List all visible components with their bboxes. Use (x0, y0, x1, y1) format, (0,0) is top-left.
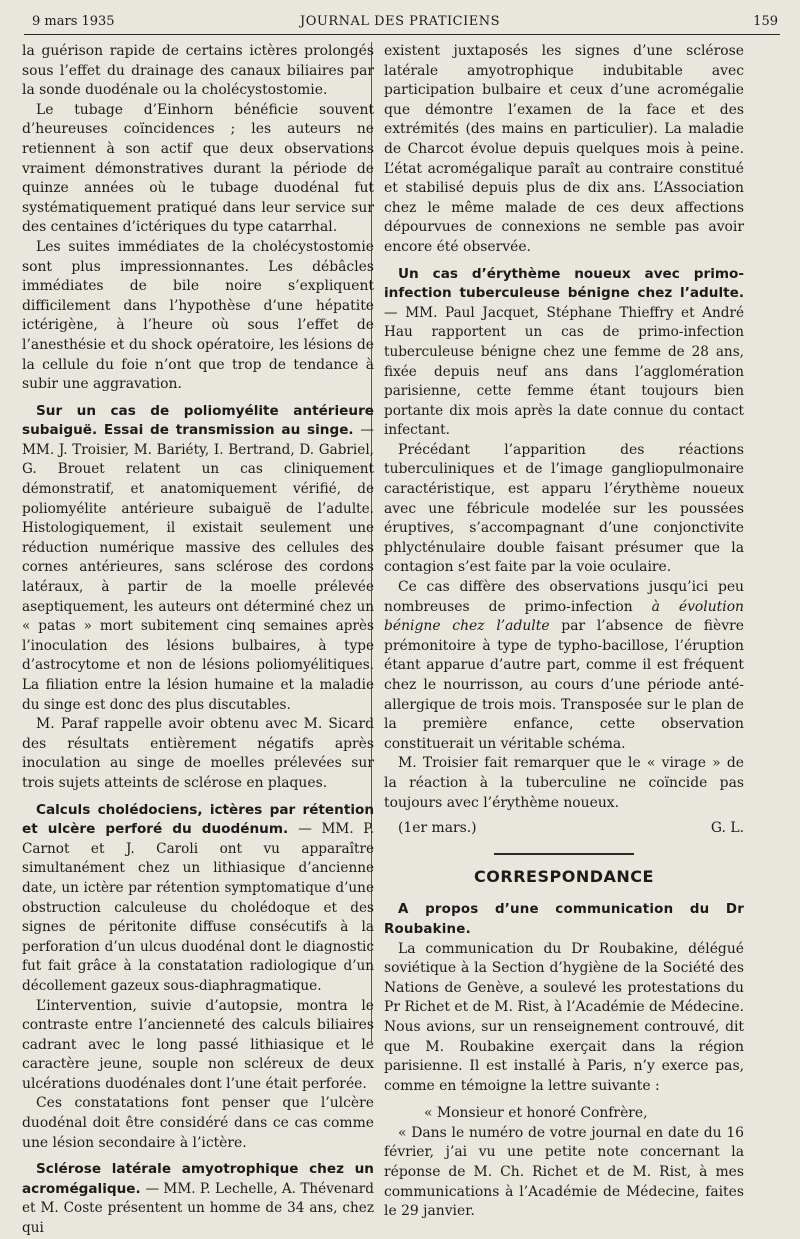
paragraph: Précédant l’apparition des réactions tuberculiniques et de l’image gangliopulmonaire caractéristique, est apparu l’érythème noueux avec une fébricule modelée sur les poussées éruptives, s’accompagnant d’une conjonctivite phlycténulaire double faisant présumer que la contagion s’est faite par la voie oculaire. (384, 441, 744, 576)
journal-title: JOURNAL DES PRATICIENS (300, 14, 500, 29)
section-calculs (22, 801, 374, 997)
section-poliomyelite (22, 402, 374, 716)
paragraph: M. Troisier fait remarquer que le « virage » de la réaction à la tuberculine ne coïncide pas toujours avec l’érythème noueux. (384, 755, 744, 811)
section-title: Calculs cholédociens, ictères par rétention et ulcère perforé du duodénum. (22, 801, 374, 838)
paragraph: Le tubage d’Einhorn bénéficie souvent d’heureuses coïncidences ; les auteurs ne retiennent à son actif que deux observations vraiment démonstratives durant la période de quinze années où le tubage duodénal fut systématiquement pratiqué dans leur service sur des centaines d’ictériques du type catarrhal. (22, 101, 374, 236)
text-run: par l’absence de fièvre prémonitoire à type de typho-bacillose, l’éruption étant apparue d’autre part, comme il est fréquent chez le nourrisson, au cours d’une période anté-allergique de trois mois. Transposée sur le plan de la première enfance, cette observation constituerait un véritable schéma. (384, 618, 744, 752)
paragraph: Ces constatations font penser que l’ulcère duodénal doit être considéré dans ce cas comme une lésion secondaire à l’ictère. (22, 1095, 374, 1151)
signature-line (384, 819, 744, 839)
page-number: 159 (753, 14, 778, 29)
section-body: — MM. J. Troisier, M. Bariéty, I. Bertrand, D. Gabriel, G. Brouet relatent un cas cliniquement démonstratif, et anatomiquement vérifié, de poliomyélite antérieure subaiguë de l’adulte. Histologiquement, il existait seulement une réduction numérique massive des cellules des cornes antérieures, sans sclérose des cordons latéraux, à partir de la moelle prélevée aseptiquement, les auteurs ont déterminé chez un « patas » mort subitement cinq semaines après l’inoculation des lésions bulbaires, à type d’astrocytome et non de lésions poliomyélitiques. La filiation entre la lésion humaine et la maladie du singe est donc des plus discutables. (22, 422, 375, 713)
section-erytheme (384, 265, 744, 441)
section-body: — MM. Paul Jacquet, Stéphane Thieffry et André Hau rapportent un cas de primo-infection tuberculeuse bénigne chez une femme de 28 ans, fixée depuis neuf ans dans l’agglomération parisienne, cette femme étant toujours bien portante dix mois après la date connue du contact infectant. (384, 304, 744, 439)
section-title: Un cas d’érythème noueux avec primo-infection tuberculeuse bénigne chez l’adulte. (384, 265, 744, 302)
paragraph (384, 578, 744, 754)
italic-phrase: à évolution bénigne chez l’adulte (384, 598, 745, 635)
section-title: Sur un cas de poliomyélite antérieure subaiguë. Essai de transmission au singe. (22, 402, 374, 439)
paragraph: La communication du Dr Roubakine, délégué soviétique à la Section d’hygiène de la Société des Nations de Genève, a soulevé les protestations du Pr Richet et de M. Rist, à l’Académie de Médecine. Nous avions, sur un renseignement controuvé, dit que M. Roubakine exerçait dans la région parisienne. Il est installé à Paris, n’y exerce pas, comme en témoigne la lettre suivante : (384, 940, 744, 1094)
header-rule (24, 34, 780, 35)
signature-initials: G. L. (710, 820, 744, 837)
section-body: — MM. P. Lechelle, A. Thévenard et M. Coste présentent un homme de 34 ans, chez qui (22, 1180, 375, 1237)
left-column (22, 42, 374, 1239)
signature-date: (1er mars.) (398, 820, 477, 837)
issue-date: 9 mars 1935 (32, 14, 115, 29)
paragraph: la guérison rapide de certains ictères prolongés sous l’effet du drainage des canaux biliaires par la sonde duodénale ou la cholécystostomie. (22, 43, 374, 99)
text-run: Ce cas diffère des observations jusqu’ici peu nombreuses de primo-infection (384, 579, 744, 615)
section-body: — MM. P. Carnot et J. Caroli ont vu apparaître simultanément chez un lithiasique d’ancienne date, un ictère par rétention symptomatique d’une obstruction calculeuse du cholédoque et des signes de péritonite diffuse consécutifs à la perforation d’un ulcus duodénal dont le diagnostic fut fait grâce à la constatation radiologique d’un décollement gazeux sous-diaphragmatique. (22, 821, 375, 994)
section-title: Sclérose latérale amyotrophique chez un acromégalique. (22, 1161, 374, 1197)
letter-paragraph: « Dans le numéro de votre journal en date du 16 février, j’ai vu une petite note concernant la réponse de M. Ch. Richet et de M. Rist, à mes communications à l’Académie de Médecine, faites le 29 janvier. (384, 1124, 744, 1220)
correspondance-subtitle: A propos d’une communication du Dr Roubakine. (384, 902, 744, 937)
paragraph: Les suites immédiates de la cholécystostomie sont plus impressionnantes. Les débâcles immédiates de bile noire s’expliquent difficilement dans l’hypothèse d’une hépatite ictérigène, à l’heure où sous l’effet de l’anesthésie et du shock opératoire, les lésions de la cellule du foie n’ont que trop de tendance à subir une aggravation. (22, 238, 374, 393)
paragraph: L’intervention, suivie d’autopsie, montra le contraste entre l’ancienneté des calculs biliaires cadrant avec le long passé lithiasique et le caractère jeune, souple non scléreux de deux ulcérations duodénales dont l’une était perforée. (22, 997, 374, 1092)
running-header (0, 12, 800, 34)
section-sclerose (22, 1160, 374, 1238)
right-column (384, 42, 744, 1222)
paragraph: existent juxtaposés les signes d’une sclérose latérale amyotrophique indubitable avec participation bulbaire et ceux d’une acromégalie que démontre l’examen de la face et des extrémités (des mains en particulier). La maladie de Charcot évolue depuis quelques mois à peine. L’état acromégalique paraît au contraire constitué et stabilisé depuis plus de dix ans. L’Association chez le même malade de ces deux affections dépourvues de connexions ne semble pas avoir encore été observée. (384, 43, 744, 255)
section-separator (494, 853, 634, 855)
paragraph: M. Paraf rappelle avoir obtenu avec M. Sicard des résultats entièrement négatifs après inoculation au singe de moelles prélevées sur trois sujets atteints de sclérose en plaques. (22, 716, 374, 791)
correspondance-heading: CORRESPONDANCE (474, 866, 654, 886)
letter-salutation: « Monsieur et honoré Confrère, (424, 1105, 648, 1122)
